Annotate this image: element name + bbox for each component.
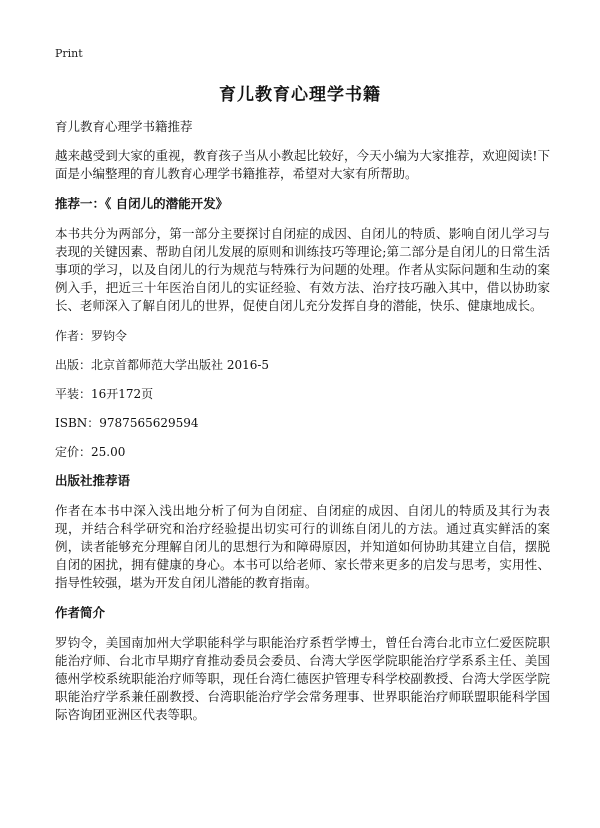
publisher-recommendation-text: 作者在本书中深入浅出地分析了何为自闭症、自闭症的成因、自闭儿的特质及其行为表现，并结合科学研究和治疗经验提出切实可行的训练自闭儿的方法。通过真实鲜活的案例，读者能够充分理解自闭儿的思想行为和障碍原因，并知道如何协助其建立自信，摆脱自闭的困扰，拥有健康的身心。本书可以给老师、家长带来更多的启发与思考，实用性、指导性较强，堪为开发自闭儿潜能的教育指南。: [55, 503, 550, 590]
book-isbn: ISBN：9787565629594: [55, 416, 199, 430]
print-link[interactable]: Print: [55, 47, 83, 60]
publisher-recommendation-heading: 出版社推荐语: [55, 473, 131, 488]
page-title: 育儿教育心理学书籍: [219, 85, 381, 105]
recommendation-heading: 推荐一：《 自闭儿的潜能开发》: [55, 196, 229, 211]
author-intro-heading: 作者简介: [55, 605, 106, 620]
intro-paragraph: 越来越受到大家的重视，教育孩子当从小教起比较好，今天小编为大家推荐，欢迎阅读!下面是小编整理的育儿教育心理学书籍推荐，希望对大家有所帮助。: [55, 148, 550, 181]
book-publisher: 出版：北京首都师范大学出版社 2016-5: [55, 358, 270, 372]
author-intro-text: 罗钧令，美国南加州大学职能科学与职能治疗系哲学博士，曾任台湾台北市立仁爱医院职能治疗师、台北市早期疗育推动委员会委员、台湾大学医学院职能治疗学系系主任、美国德州学校系统职能治疗师等职，现任台湾仁德医护管理专科学校副教授、台湾大学医学院职能治疗学系兼任副教授、台湾职能治疗学会常务理事、世界职能治疗师联盟职能科学国际咨询团亚洲区代表等职。: [55, 635, 550, 722]
book-author: 作者：罗钧令: [55, 329, 128, 343]
book-description: 本书共分为两部分，第一部分主要探讨自闭症的成因、自闭儿的特质、影响自闭儿学习与表现的关键因素、帮助自闭儿发展的原则和训练技巧等理论;第二部分是自闭儿的日常生活事项的学习，以及自闭儿的行为规范与特殊行为问题的处理。作者从实际问题和生动的案例入手，把近三十年医治自闭儿的实证经验、有效方法、治疗技巧融入其中，借以协助家长、老师深入了解自闭儿的世界，促使自闭儿充分发挥自身的潜能，快乐、健康地成长。: [55, 226, 550, 313]
article-subtitle: 育儿教育心理学书籍推荐: [55, 119, 193, 134]
article-body: [55, 118, 550, 724]
book-price: 定价：25.00: [55, 445, 126, 459]
book-binding: 平装：16开172页: [55, 387, 154, 401]
